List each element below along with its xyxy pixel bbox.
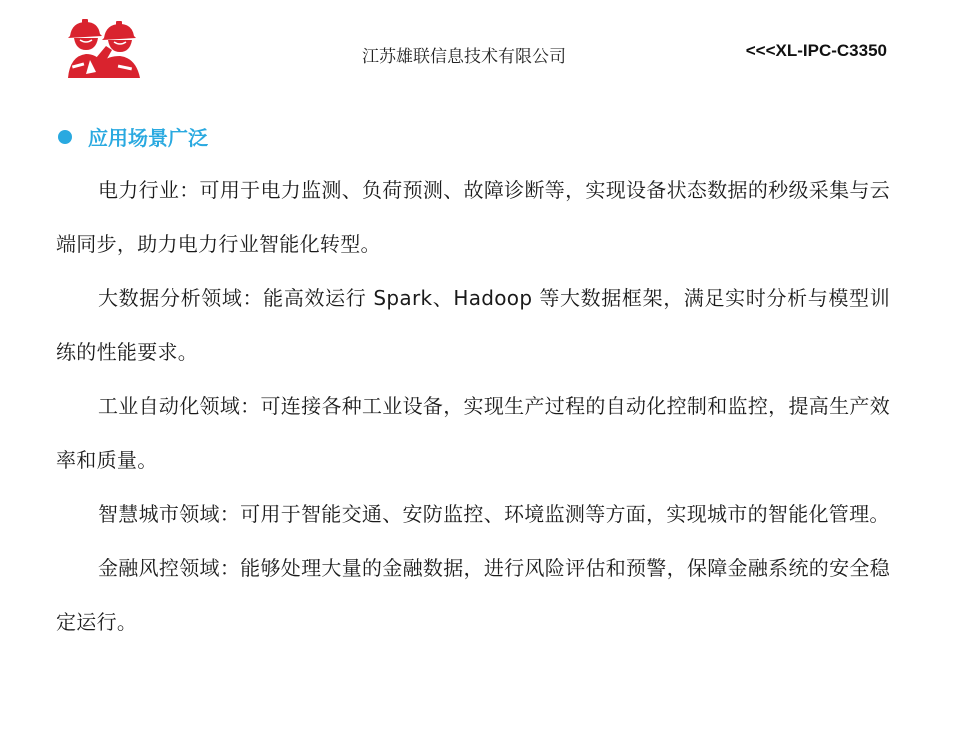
company-logo-icon: [66, 16, 142, 80]
paragraph-smart-city: 智慧城市领域：可用于智能交通、安防监控、环境监测等方面，实现城市的智能化管理。: [98, 502, 890, 526]
paragraph-power-industry: 电力行业：可用于电力监测、负荷预测、故障诊断等，实现设备状态数据的秒级采集与云端同步，助力电力行业智能化转型。: [56, 178, 890, 256]
content-body: [56, 163, 890, 649]
section-title: 应用场景广泛: [88, 126, 208, 150]
paragraph-industrial-automation: 工业自动化领域：可连接各种工业设备，实现生产过程的自动化控制和监控，提高生产效率和质量。: [56, 394, 890, 472]
company-name: 江苏雄联信息技术有限公司: [362, 47, 566, 67]
bullet-dot-icon: [58, 130, 72, 144]
paragraph-big-data: 大数据分析领域：能高效运行 Spark、Hadoop 等大数据框架，满足实时分析与模型训练的性能要求。: [56, 286, 890, 364]
model-code: <<<XL-IPC-C3350: [745, 41, 887, 60]
section-heading: [58, 122, 208, 151]
page-header: [0, 0, 957, 95]
paragraph-financial-risk: 金融风控领域：能够处理大量的金融数据，进行风险评估和预警，保障金融系统的安全稳定运行。: [56, 556, 890, 634]
